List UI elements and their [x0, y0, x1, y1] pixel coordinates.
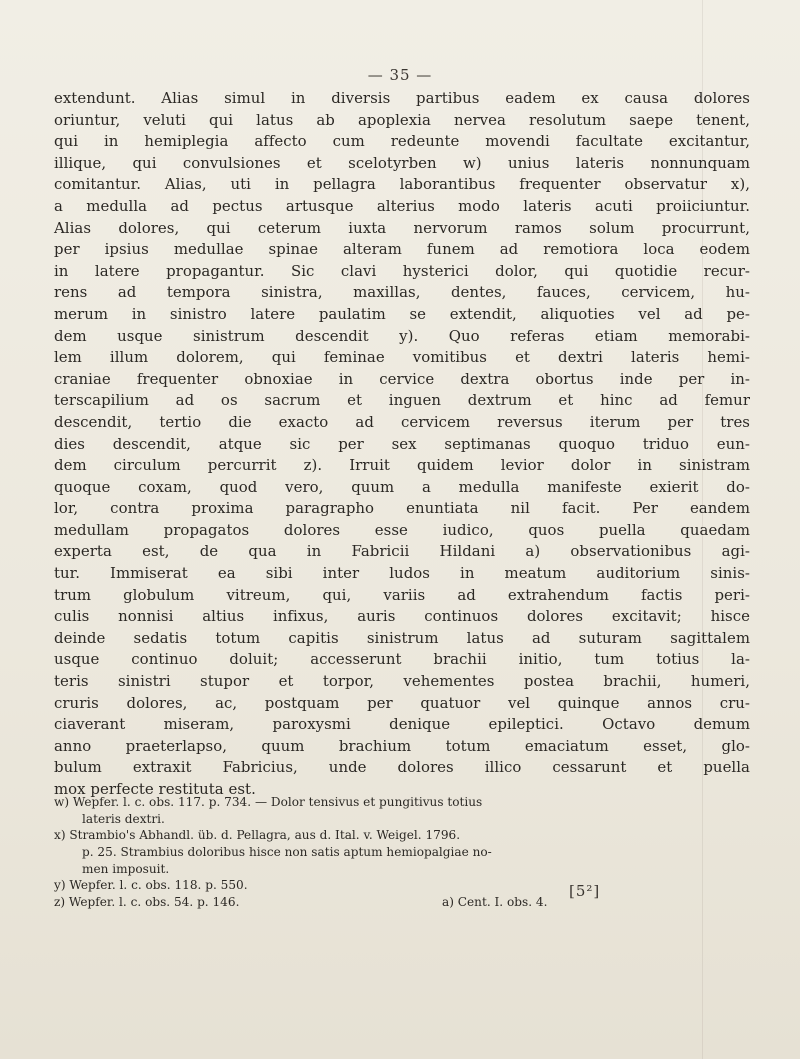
text-line: experta est, de qua in Fabricii Hildani a) observationibus agi-	[54, 542, 750, 561]
text-line: ciaverant miseram, paroxysmi denique epileptici. Octavo demum	[54, 715, 750, 734]
text-line: comitantur. Alias, uti in pellagra laborantibus frequenter observatur x),	[54, 175, 750, 194]
text-line: dem usque sinistrum descendit y). Quo referas etiam memorabi-	[54, 326, 750, 345]
text-line: lor, contra proxima paragrapho enuntiata nil facit. Per eandem	[54, 499, 750, 518]
footnote-x-continued-2: men imposuit.	[82, 861, 170, 876]
text-line: Alias dolores, qui ceterum iuxta nervorum ramos solum procurrunt,	[54, 218, 750, 237]
text-line: illique, qui convulsiones et scelotyrben w) unius lateris nonnunquam	[54, 153, 750, 172]
text-line: in latere propagantur. Sic clavi hysterici dolor, qui quotidie recur-	[54, 261, 750, 280]
text-line: culis nonnisi altius infixus, auris continuos dolores excitavit; hisce	[54, 607, 750, 626]
text-line: teris sinistri stupor et torpor, vehementes postea brachii, humeri,	[54, 672, 750, 691]
text-line: medullam propagatos dolores esse iudico, quos puella quaedam	[54, 520, 750, 539]
body-text	[54, 88, 750, 801]
text-line: a medulla ad pectus artusque alterius modo lateris acuti proiiciuntur.	[54, 196, 750, 215]
text-line: lem illum dolorem, qui feminae vomitibus et dextri lateris hemi-	[54, 348, 750, 367]
text-line: bulum extraxit Fabricius, unde dolores illico cessarunt et puella	[54, 758, 750, 777]
footnote-w-continued: lateris dextri.	[82, 811, 165, 826]
text-line: deinde sedatis totum capitis sinistrum latus ad suturam sagittalem	[54, 628, 750, 647]
text-line: dem circulum percurrit z). Irruit quidem levior dolor in sinistram	[54, 456, 750, 475]
footnote-row-z-a	[54, 894, 750, 911]
footnote-y: y) Wepfer. l. c. obs. 118. p. 550.	[54, 878, 248, 893]
text-line: extendunt. Alias simul in diversis partibus eadem ex causa dolores	[54, 89, 750, 107]
text-line: descendit, tertio die exacto ad cervicem reversus iterum per tres	[54, 412, 750, 431]
text-line: anno praeterlapso, quum brachium totum emaciatum esset, glo-	[54, 736, 750, 755]
text-line: trum globulum vitreum, qui, variis ad extrahendum factis peri-	[54, 585, 750, 604]
text-line: mox perfecte restituta est.	[54, 780, 256, 798]
footnote-x: x) Strambio's Abhandl. üb. d. Pellagra, aus d. Ital. v. Weigel. 1796.	[54, 828, 461, 843]
text-line: usque continuo doluit; accesserunt brachii initio, tum totius la-	[54, 650, 750, 669]
text-line: merum in sinistro latere paulatim se extendit, aliquoties vel ad pe-	[54, 304, 750, 323]
text-line: cruris dolores, ac, postquam per quatuor vel quinque annos cru-	[54, 693, 750, 712]
text-line: oriuntur, veluti qui latus ab apoplexia nervea resolutum saepe tenent,	[54, 110, 750, 129]
text-line: dies descendit, atque sic per sex septimanas quoquo triduo eun-	[54, 434, 750, 453]
text-line: rens ad tempora sinistra, maxillas, dentes, fauces, cervicem, hu-	[54, 283, 750, 302]
footnote-z: z) Wepfer. l. c. obs. 54. p. 146.	[54, 895, 240, 910]
text-line: quoque coxam, quod vero, quum a medulla manifeste exierit do-	[54, 477, 750, 496]
text-line: tur. Immiserat ea sibi inter ludos in meatum auditorium sinis-	[54, 564, 750, 583]
signature-mark: [5²]	[569, 882, 601, 900]
footnote-a: a) Cent. I. obs. 4.	[442, 895, 548, 910]
footnotes	[54, 794, 750, 911]
page-number: — 35 —	[367, 66, 433, 84]
text-line: terscapilium ad os sacrum et inguen dextrum et hinc ad femur	[54, 391, 750, 410]
footnote-w: w) Wepfer. l. c. obs. 117. p. 734. — Dolor tensivus et pungitivus totius	[54, 795, 483, 809]
footnote-x-continued: p. 25. Strambius doloribus hisce non satis aptum hemiopalgiae no-	[82, 845, 492, 860]
text-line: per ipsius medullae spinae alteram funem ad remotiora loca eodem	[54, 240, 750, 259]
text-line: craniae frequenter obnoxiae in cervice dextra obortus inde per in-	[54, 369, 750, 388]
text-line: qui in hemiplegia affecto cum redeunte movendi facultate excitantur,	[54, 132, 750, 151]
